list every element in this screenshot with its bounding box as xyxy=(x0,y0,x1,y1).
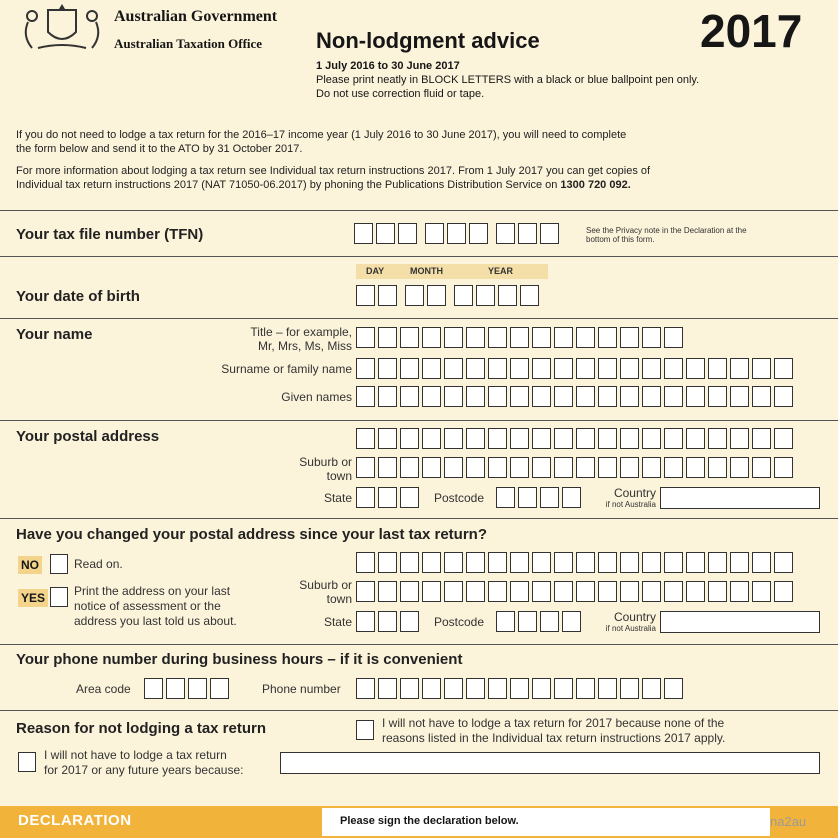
char-box[interactable] xyxy=(752,386,771,407)
char-box[interactable] xyxy=(730,386,749,407)
char-box[interactable] xyxy=(598,327,617,348)
char-box[interactable] xyxy=(664,552,683,573)
dob-box[interactable] xyxy=(427,285,446,306)
char-box[interactable] xyxy=(532,552,551,573)
char-box[interactable] xyxy=(554,457,573,478)
prev-state-label: State xyxy=(323,615,352,629)
declaration-instruction: Please sign the declaration below. xyxy=(340,815,519,827)
tfn-box[interactable] xyxy=(447,223,466,244)
form-year: 2017 xyxy=(700,5,803,57)
char-box[interactable] xyxy=(510,428,529,449)
given-names-boxes[interactable] xyxy=(356,386,796,407)
char-box[interactable] xyxy=(518,487,537,508)
char-box[interactable] xyxy=(540,611,559,632)
char-box[interactable] xyxy=(686,428,705,449)
char-box[interactable] xyxy=(774,552,793,573)
dob-label: Your date of birth xyxy=(16,288,140,305)
surname-boxes[interactable] xyxy=(356,358,796,379)
yes-tag: YES xyxy=(18,589,48,607)
char-box[interactable] xyxy=(730,457,749,478)
char-box[interactable] xyxy=(532,358,551,379)
char-box[interactable] xyxy=(488,358,507,379)
char-box[interactable] xyxy=(510,581,529,602)
char-box[interactable] xyxy=(444,581,463,602)
char-box[interactable] xyxy=(598,552,617,573)
char-box[interactable] xyxy=(400,327,419,348)
no-checkbox[interactable] xyxy=(50,554,68,574)
char-box[interactable] xyxy=(422,327,441,348)
reason-2-checkbox[interactable] xyxy=(18,752,36,772)
watermark: na2au xyxy=(770,814,807,829)
char-box[interactable] xyxy=(532,457,551,478)
char-box[interactable] xyxy=(400,678,419,699)
divider xyxy=(0,210,838,211)
char-box[interactable] xyxy=(378,552,397,573)
char-box[interactable] xyxy=(730,581,749,602)
tfn-box[interactable] xyxy=(518,223,537,244)
char-box[interactable] xyxy=(466,581,485,602)
char-box[interactable] xyxy=(730,428,749,449)
char-box[interactable] xyxy=(532,581,551,602)
char-box[interactable] xyxy=(620,678,639,699)
country-field[interactable] xyxy=(660,487,820,509)
postcode-boxes[interactable] xyxy=(496,487,584,508)
char-box[interactable] xyxy=(356,678,375,699)
char-box[interactable] xyxy=(466,327,485,348)
char-box[interactable] xyxy=(686,358,705,379)
month-header: MONTH xyxy=(410,266,443,276)
char-box[interactable] xyxy=(400,457,419,478)
char-box[interactable] xyxy=(664,327,683,348)
char-box[interactable] xyxy=(562,611,581,632)
char-box[interactable] xyxy=(774,386,793,407)
char-box[interactable] xyxy=(686,552,705,573)
agency-name: Australian Taxation Office xyxy=(114,36,263,51)
reason-1-checkbox[interactable] xyxy=(356,720,374,740)
phone-number-label: Phone number xyxy=(262,682,341,696)
char-box[interactable] xyxy=(708,358,727,379)
area-code-label: Area code xyxy=(76,682,131,696)
char-box[interactable] xyxy=(444,457,463,478)
day-header: DAY xyxy=(366,266,385,276)
char-box[interactable] xyxy=(598,358,617,379)
intro-p2a: For more information about lodging a tax return see Individual tax return instructions 2017. From 1 July 2017 you can get copies of xyxy=(16,165,651,177)
given-names-label: Given names xyxy=(281,390,352,404)
char-box[interactable] xyxy=(642,581,661,602)
prev-suburb-boxes[interactable] xyxy=(356,581,796,602)
dob-box[interactable] xyxy=(378,285,397,306)
divider xyxy=(0,318,838,319)
char-box[interactable] xyxy=(664,386,683,407)
char-box[interactable] xyxy=(664,457,683,478)
reason-2-text: I will not have to lodge a tax return for 2017 or any future years because: xyxy=(44,748,244,777)
suburb-boxes[interactable] xyxy=(356,457,796,478)
char-box[interactable] xyxy=(356,457,375,478)
char-box[interactable] xyxy=(488,581,507,602)
char-box[interactable] xyxy=(378,581,397,602)
divider xyxy=(0,420,838,421)
char-box[interactable] xyxy=(422,428,441,449)
char-box[interactable] xyxy=(188,678,207,699)
char-box[interactable] xyxy=(466,358,485,379)
char-box[interactable] xyxy=(642,428,661,449)
tfn-box[interactable] xyxy=(376,223,395,244)
dob-box[interactable] xyxy=(520,285,539,306)
char-box[interactable] xyxy=(444,678,463,699)
char-box[interactable] xyxy=(642,552,661,573)
phone-label: Your phone number during business hours – if it is convenient xyxy=(16,651,463,668)
char-box[interactable] xyxy=(466,457,485,478)
instruction-2: Do not use correction fluid or tape. xyxy=(316,88,485,100)
declaration-title: DECLARATION xyxy=(18,812,132,829)
char-box[interactable] xyxy=(356,386,375,407)
reason-2-field[interactable] xyxy=(280,752,820,774)
char-box[interactable] xyxy=(664,678,683,699)
char-box[interactable] xyxy=(752,457,771,478)
dob-box[interactable] xyxy=(454,285,473,306)
char-box[interactable] xyxy=(576,327,595,348)
char-box[interactable] xyxy=(554,678,573,699)
surname-label: Surname or family name xyxy=(221,362,352,376)
publications-phone: 1300 720 092. xyxy=(560,179,631,191)
char-box[interactable] xyxy=(356,428,375,449)
char-box[interactable] xyxy=(488,327,507,348)
char-box[interactable] xyxy=(774,428,793,449)
prev-country-field[interactable] xyxy=(660,611,820,633)
char-box[interactable] xyxy=(774,358,793,379)
char-box[interactable] xyxy=(620,428,639,449)
prev-postcode-label: Postcode xyxy=(434,615,485,629)
char-box[interactable] xyxy=(620,552,639,573)
char-box[interactable] xyxy=(356,611,375,632)
char-box[interactable] xyxy=(510,552,529,573)
char-box[interactable] xyxy=(510,457,529,478)
intro-p2b: Individual tax return instructions 2017 (NAT 71050-06.2017) by phoning the Publications Distribution Service on 1300 720 092. xyxy=(16,179,631,191)
country-label: Country if not Australia xyxy=(605,486,656,509)
char-box[interactable] xyxy=(598,386,617,407)
char-box[interactable] xyxy=(356,552,375,573)
char-box[interactable] xyxy=(620,327,639,348)
char-box[interactable] xyxy=(642,678,661,699)
char-box[interactable] xyxy=(554,327,573,348)
char-box[interactable] xyxy=(466,428,485,449)
char-box[interactable] xyxy=(444,327,463,348)
char-box[interactable] xyxy=(378,386,397,407)
gov-name: Australian Government xyxy=(114,8,278,25)
char-box[interactable] xyxy=(378,428,397,449)
char-box[interactable] xyxy=(620,386,639,407)
char-box[interactable] xyxy=(708,552,727,573)
char-box[interactable] xyxy=(378,457,397,478)
dob-box[interactable] xyxy=(356,285,375,306)
tfn-box[interactable] xyxy=(398,223,417,244)
tfn-boxes[interactable] xyxy=(354,223,562,244)
prev-address-boxes[interactable] xyxy=(356,552,796,573)
state-label: State xyxy=(323,491,352,505)
char-box[interactable] xyxy=(378,487,397,508)
no-tag: NO xyxy=(18,556,42,574)
char-box[interactable] xyxy=(444,552,463,573)
char-box[interactable] xyxy=(620,581,639,602)
area-code-boxes[interactable] xyxy=(144,678,232,699)
char-box[interactable] xyxy=(576,457,595,478)
char-box[interactable] xyxy=(144,678,163,699)
yes-text: Print the address on your last notice of assessment or the address you last told us about. xyxy=(74,584,237,628)
char-box[interactable] xyxy=(444,428,463,449)
char-box[interactable] xyxy=(532,327,551,348)
coat-of-arms-icon xyxy=(18,2,106,52)
char-box[interactable] xyxy=(422,386,441,407)
form-title: Non-lodgment advice xyxy=(316,28,540,53)
prev-suburb-label: Suburb or town xyxy=(299,578,352,606)
char-box[interactable] xyxy=(752,428,771,449)
char-box[interactable] xyxy=(752,581,771,602)
char-box[interactable] xyxy=(708,457,727,478)
char-box[interactable] xyxy=(708,581,727,602)
char-box[interactable] xyxy=(488,678,507,699)
dob-box[interactable] xyxy=(405,285,424,306)
char-box[interactable] xyxy=(510,327,529,348)
divider xyxy=(0,256,838,257)
prev-country-label: Country if not Australia xyxy=(605,610,656,633)
state-boxes[interactable] xyxy=(356,487,422,508)
char-box[interactable] xyxy=(400,386,419,407)
char-box[interactable] xyxy=(496,487,515,508)
period: 1 July 2016 to 30 June 2017 xyxy=(316,60,460,72)
char-box[interactable] xyxy=(598,428,617,449)
name-label: Your name xyxy=(16,326,93,343)
char-box[interactable] xyxy=(562,487,581,508)
tfn-box[interactable] xyxy=(354,223,373,244)
char-box[interactable] xyxy=(576,552,595,573)
char-box[interactable] xyxy=(532,678,551,699)
char-box[interactable] xyxy=(510,358,529,379)
char-box[interactable] xyxy=(686,581,705,602)
char-box[interactable] xyxy=(400,611,419,632)
char-box[interactable] xyxy=(510,678,529,699)
char-box[interactable] xyxy=(422,581,441,602)
char-box[interactable] xyxy=(378,678,397,699)
char-box[interactable] xyxy=(730,552,749,573)
char-box[interactable] xyxy=(488,457,507,478)
char-box[interactable] xyxy=(378,611,397,632)
char-box[interactable] xyxy=(642,327,661,348)
char-box[interactable] xyxy=(752,552,771,573)
no-text: Read on. xyxy=(74,557,123,571)
reason-1-text: I will not have to lodge a tax return for 2017 because none of the reasons listed in the Individual tax return instructions 2017 apply. xyxy=(382,716,726,745)
postcode-label: Postcode xyxy=(434,491,485,505)
char-box[interactable] xyxy=(598,457,617,478)
char-box[interactable] xyxy=(554,358,573,379)
char-box[interactable] xyxy=(540,487,559,508)
intro-p1b: the form below and send it to the ATO by 31 October 2017. xyxy=(16,143,303,155)
char-box[interactable] xyxy=(356,327,375,348)
char-box[interactable] xyxy=(642,386,661,407)
char-box[interactable] xyxy=(422,678,441,699)
prev-postcode-boxes[interactable] xyxy=(496,611,584,632)
char-box[interactable] xyxy=(510,386,529,407)
date-header xyxy=(356,264,548,279)
char-box[interactable] xyxy=(444,386,463,407)
char-box[interactable] xyxy=(708,428,727,449)
char-box[interactable] xyxy=(400,552,419,573)
char-box[interactable] xyxy=(774,581,793,602)
char-box[interactable] xyxy=(422,457,441,478)
title-hint: Title – for example, Mr, Mrs, Ms, Miss xyxy=(250,325,352,353)
char-box[interactable] xyxy=(664,581,683,602)
tfn-label: Your tax file number (TFN) xyxy=(16,226,204,243)
divider xyxy=(0,518,838,519)
reason-label: Reason for not lodging a tax return xyxy=(16,720,267,737)
char-box[interactable] xyxy=(488,552,507,573)
changed-question: Have you changed your postal address since your last tax return? xyxy=(16,526,487,543)
char-box[interactable] xyxy=(400,487,419,508)
char-box[interactable] xyxy=(554,581,573,602)
char-box[interactable] xyxy=(532,386,551,407)
char-box[interactable] xyxy=(356,487,375,508)
tfn-box[interactable] xyxy=(496,223,515,244)
char-box[interactable] xyxy=(378,327,397,348)
char-box[interactable] xyxy=(466,678,485,699)
tfn-box[interactable] xyxy=(540,223,559,244)
char-box[interactable] xyxy=(642,358,661,379)
char-box[interactable] xyxy=(554,428,573,449)
address-boxes[interactable] xyxy=(356,428,796,449)
suburb-label: Suburb or town xyxy=(299,455,352,483)
char-box[interactable] xyxy=(554,552,573,573)
char-box[interactable] xyxy=(488,428,507,449)
char-box[interactable] xyxy=(422,358,441,379)
yes-checkbox[interactable] xyxy=(50,587,68,607)
char-box[interactable] xyxy=(554,386,573,407)
char-box[interactable] xyxy=(598,581,617,602)
char-box[interactable] xyxy=(532,428,551,449)
char-box[interactable] xyxy=(686,386,705,407)
char-box[interactable] xyxy=(664,358,683,379)
divider xyxy=(0,644,838,645)
char-box[interactable] xyxy=(378,358,397,379)
char-box[interactable] xyxy=(166,678,185,699)
char-box[interactable] xyxy=(686,457,705,478)
char-box[interactable] xyxy=(518,611,537,632)
char-box[interactable] xyxy=(576,581,595,602)
char-box[interactable] xyxy=(210,678,229,699)
char-box[interactable] xyxy=(356,581,375,602)
char-box[interactable] xyxy=(488,386,507,407)
tfn-box[interactable] xyxy=(425,223,444,244)
char-box[interactable] xyxy=(576,428,595,449)
char-box[interactable] xyxy=(620,457,639,478)
char-box[interactable] xyxy=(774,457,793,478)
char-box[interactable] xyxy=(620,358,639,379)
char-box[interactable] xyxy=(400,581,419,602)
char-box[interactable] xyxy=(752,358,771,379)
char-box[interactable] xyxy=(664,428,683,449)
divider xyxy=(0,710,838,711)
instruction-1: Please print neatly in BLOCK LETTERS with a black or blue ballpoint pen only. xyxy=(316,74,700,86)
char-box[interactable] xyxy=(422,552,441,573)
phone-number-boxes[interactable] xyxy=(356,678,686,699)
char-box[interactable] xyxy=(444,358,463,379)
privacy-note: See the Privacy note in the Declaration at the bottom of this form. xyxy=(586,226,747,244)
char-box[interactable] xyxy=(576,358,595,379)
char-box[interactable] xyxy=(642,457,661,478)
intro-p1a: If you do not need to lodge a tax return for the 2016–17 income year (1 July 2016 to 30 June 2017), you will need to complete xyxy=(16,129,627,141)
char-box[interactable] xyxy=(400,358,419,379)
title-boxes[interactable] xyxy=(356,327,686,348)
dob-box[interactable] xyxy=(498,285,517,306)
char-box[interactable] xyxy=(400,428,419,449)
prev-state-boxes[interactable] xyxy=(356,611,422,632)
tfn-box[interactable] xyxy=(469,223,488,244)
year-header: YEAR xyxy=(488,266,514,276)
dob-box[interactable] xyxy=(476,285,495,306)
char-box[interactable] xyxy=(730,358,749,379)
char-box[interactable] xyxy=(496,611,515,632)
dob-boxes[interactable] xyxy=(356,285,542,306)
char-box[interactable] xyxy=(466,552,485,573)
char-box[interactable] xyxy=(466,386,485,407)
char-box[interactable] xyxy=(576,386,595,407)
char-box[interactable] xyxy=(356,358,375,379)
char-box[interactable] xyxy=(598,678,617,699)
postal-label: Your postal address xyxy=(16,428,160,445)
char-box[interactable] xyxy=(576,678,595,699)
char-box[interactable] xyxy=(708,386,727,407)
